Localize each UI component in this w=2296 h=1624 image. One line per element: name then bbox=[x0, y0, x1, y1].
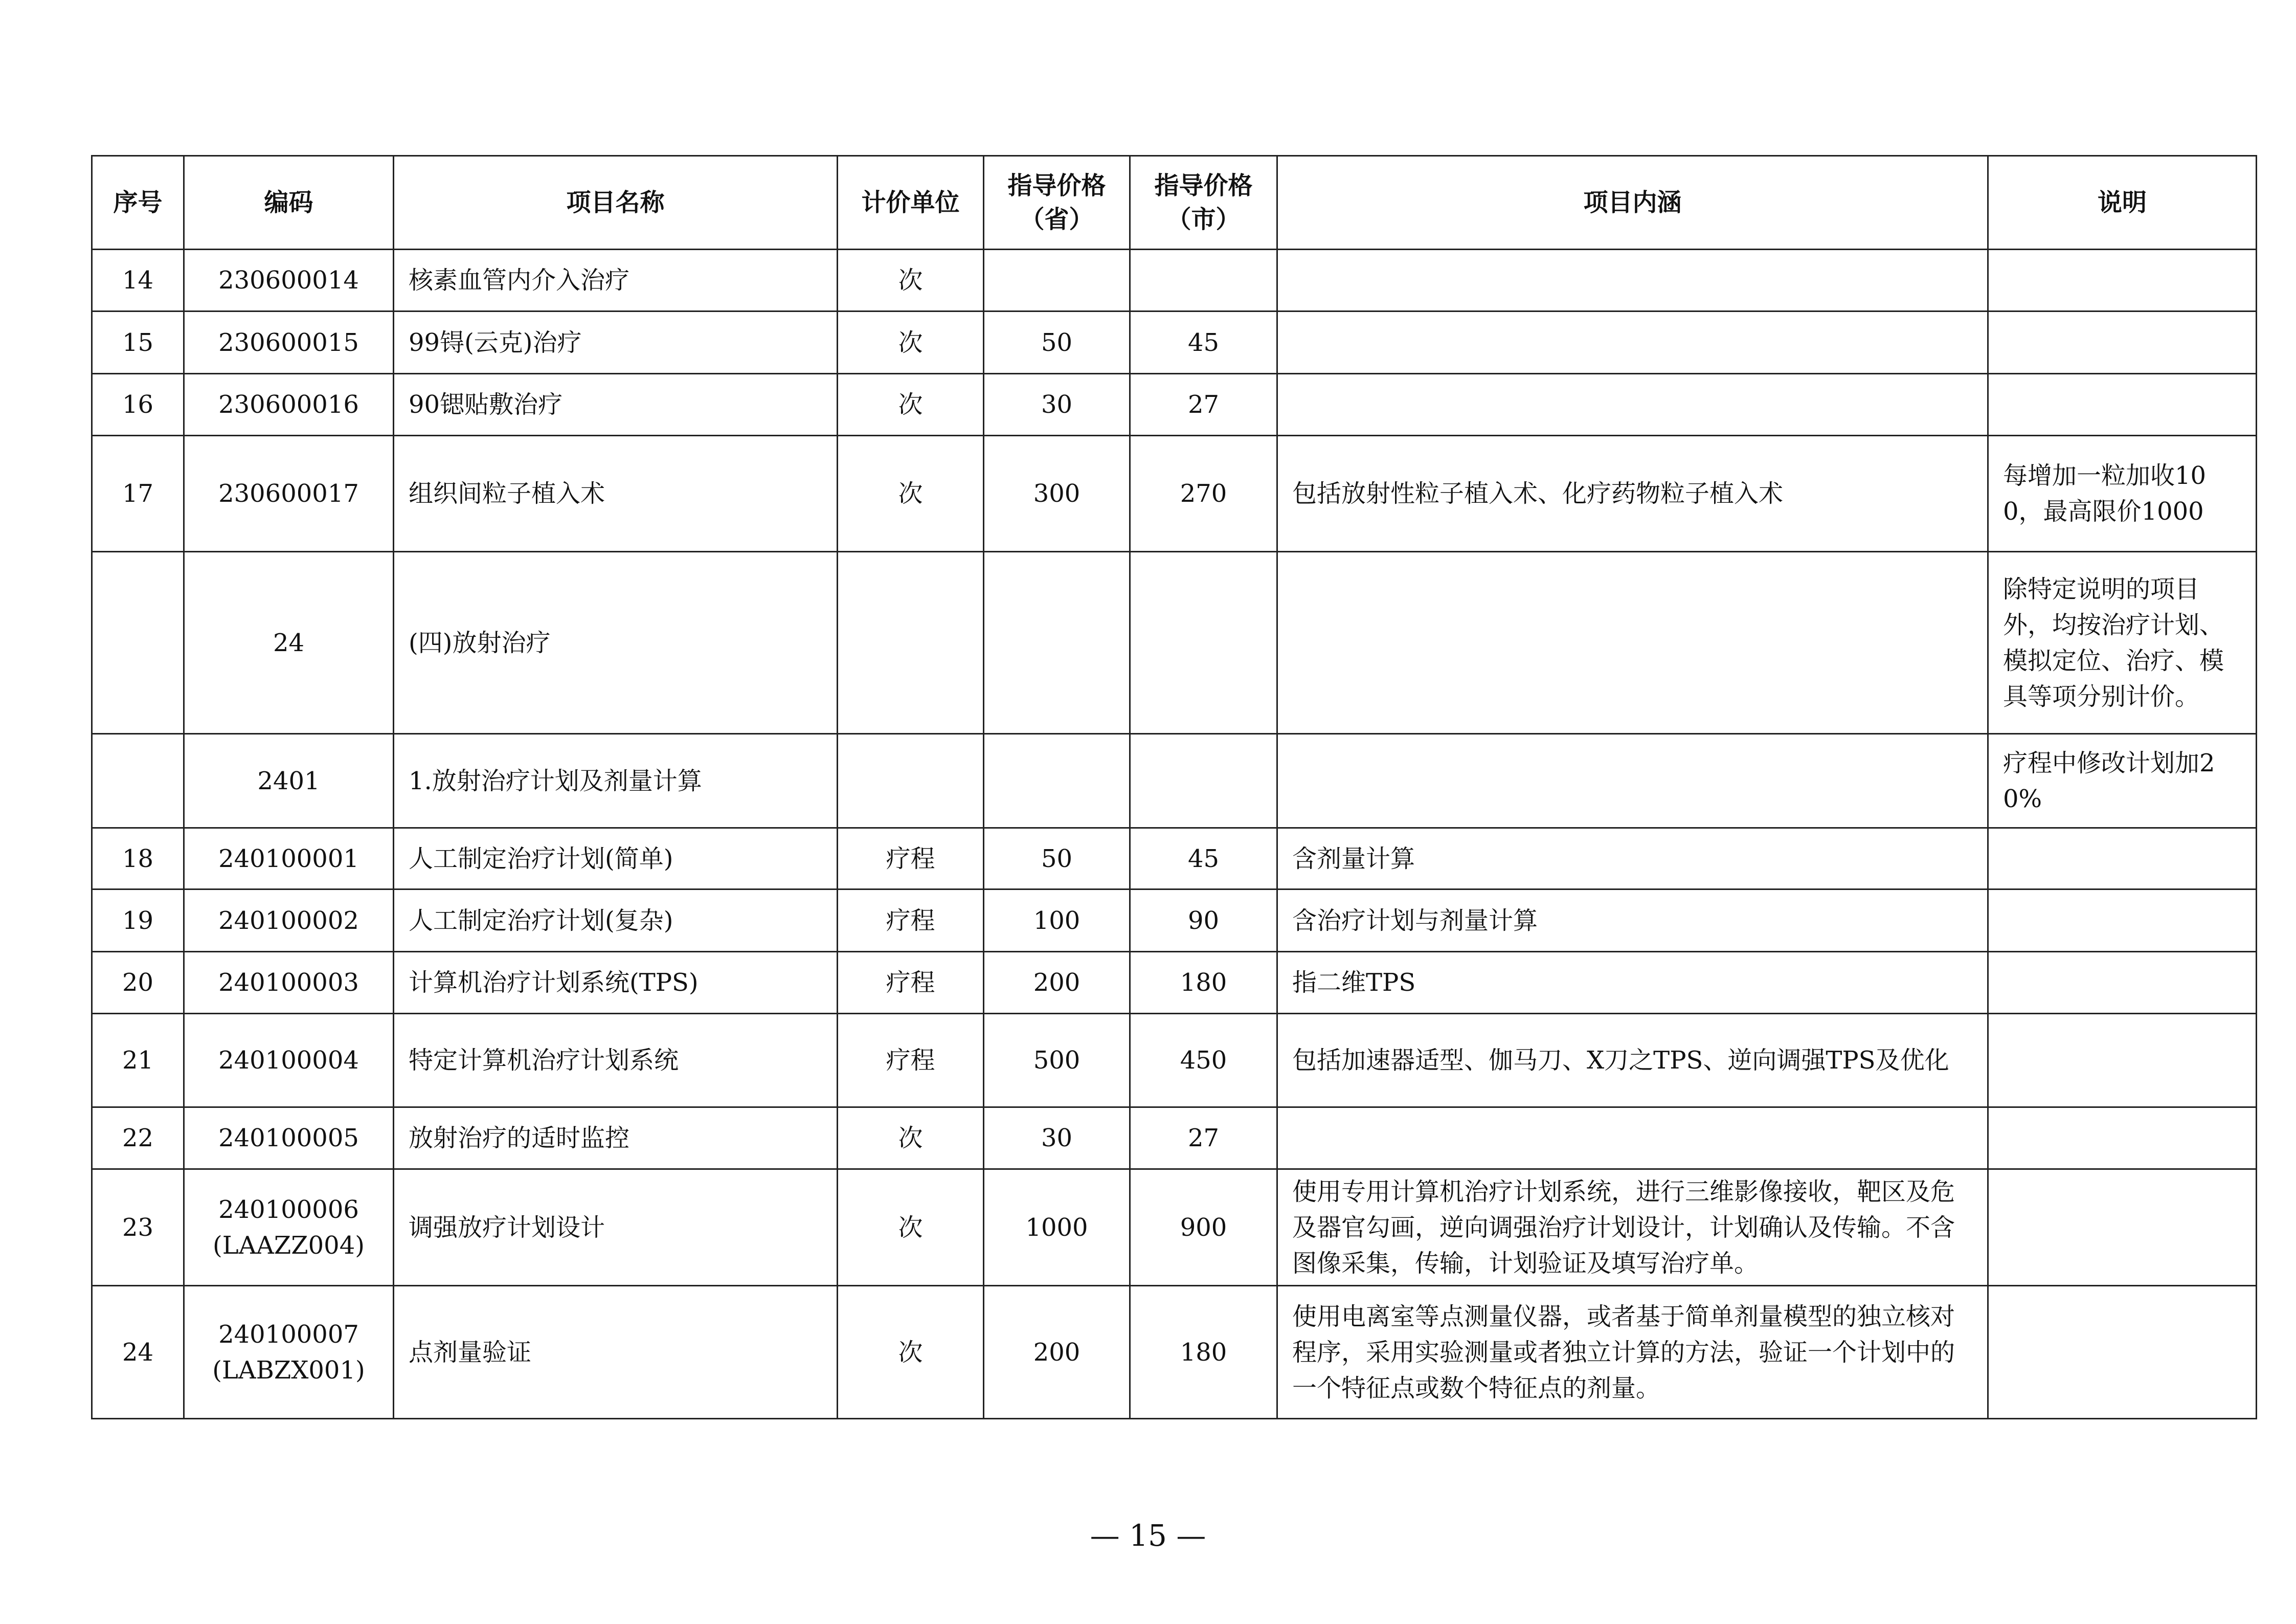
name-value: 特定计算机治疗计划系统 bbox=[409, 1046, 679, 1075]
code-value: 240100007 bbox=[218, 1320, 359, 1349]
header-price-city: 指导价格（市） bbox=[1130, 156, 1277, 250]
header-price-province: 指导价格（省） bbox=[984, 156, 1130, 250]
cell-price-city bbox=[1130, 828, 1277, 889]
cell-note bbox=[1988, 734, 2257, 828]
unit-value: 疗程 bbox=[886, 1046, 935, 1075]
cell-name bbox=[394, 436, 838, 552]
cell-seq bbox=[92, 828, 184, 889]
cell-unit bbox=[838, 312, 984, 374]
content-value: 使用电离室等点测量仪器，或者基于简单剂量模型的独立核对程序，采用实验测量或者独立计算的方法，验证一个计划中的一个特征点或数个特征点的剂量。 bbox=[1292, 1302, 1955, 1403]
table-row bbox=[92, 250, 2257, 312]
note-value: 疗程中修改计划加20% bbox=[2003, 748, 2215, 813]
cell-price-province bbox=[984, 250, 1130, 312]
cell-name bbox=[394, 1286, 838, 1419]
content-value: 含治疗计划与剂量计算 bbox=[1292, 906, 1538, 935]
cell-note bbox=[1988, 1286, 2257, 1419]
price-city-value: 900 bbox=[1180, 1213, 1227, 1242]
table-row bbox=[92, 734, 2257, 828]
cell-content bbox=[1277, 1286, 1988, 1419]
unit-value: 疗程 bbox=[886, 968, 935, 997]
cell-price-province bbox=[984, 552, 1130, 734]
price-province-value: 200 bbox=[1033, 968, 1081, 997]
table-row bbox=[92, 1014, 2257, 1107]
cell-price-city bbox=[1130, 1107, 1277, 1169]
cell-unit bbox=[838, 734, 984, 828]
code-alt-value: (LABZX001) bbox=[212, 1355, 365, 1385]
cell-code bbox=[184, 889, 394, 952]
header-unit: 计价单位 bbox=[838, 156, 984, 250]
cell-code bbox=[184, 374, 394, 436]
cell-price-city bbox=[1130, 436, 1277, 552]
price-city-value: 90 bbox=[1187, 906, 1220, 935]
cell-content bbox=[1277, 436, 1988, 552]
price-province-value: 200 bbox=[1033, 1338, 1081, 1367]
cell-content bbox=[1277, 552, 1988, 734]
cell-price-province bbox=[984, 1107, 1130, 1169]
price-province-value: 1000 bbox=[1025, 1213, 1088, 1242]
cell-code bbox=[184, 1014, 394, 1107]
cell-code bbox=[184, 312, 394, 374]
name-value: 90锶贴敷治疗 bbox=[409, 390, 563, 419]
price-province-value: 50 bbox=[1041, 844, 1073, 873]
cell-unit bbox=[838, 374, 984, 436]
name-value: 99锝(云克)治疗 bbox=[409, 328, 582, 357]
cell-note bbox=[1988, 1107, 2257, 1169]
table-row bbox=[92, 889, 2257, 952]
cell-code bbox=[184, 734, 394, 828]
cell-note bbox=[1988, 952, 2257, 1014]
cell-seq bbox=[92, 1286, 184, 1419]
price-province-value: 30 bbox=[1041, 1124, 1073, 1152]
seq-value: 22 bbox=[122, 1124, 154, 1152]
cell-note bbox=[1988, 250, 2257, 312]
cell-price-city bbox=[1130, 1169, 1277, 1286]
seq-value: 21 bbox=[122, 1046, 154, 1075]
cell-content bbox=[1277, 952, 1988, 1014]
unit-value: 次 bbox=[898, 1338, 923, 1367]
table-row bbox=[92, 436, 2257, 552]
unit-value: 次 bbox=[898, 266, 923, 295]
cell-name bbox=[394, 1169, 838, 1286]
cell-unit bbox=[838, 436, 984, 552]
content-value: 包括加速器适型、伽马刀、X刀之TPS、逆向调强TPS及优化 bbox=[1292, 1046, 1949, 1075]
cell-name bbox=[394, 1107, 838, 1169]
cell-seq bbox=[92, 552, 184, 734]
cell-code bbox=[184, 952, 394, 1014]
name-value: 组织间粒子植入术 bbox=[409, 479, 605, 508]
cell-name bbox=[394, 889, 838, 952]
cell-price-city bbox=[1130, 1286, 1277, 1419]
cell-name bbox=[394, 552, 838, 734]
name-value: 放射治疗的适时监控 bbox=[409, 1124, 630, 1152]
header-name: 项目名称 bbox=[394, 156, 838, 250]
cell-price-province bbox=[984, 1169, 1130, 1286]
seq-value: 15 bbox=[122, 328, 154, 357]
name-value: 计算机治疗计划系统(TPS) bbox=[409, 968, 699, 997]
header-seq: 序号 bbox=[92, 156, 184, 250]
table-row bbox=[92, 952, 2257, 1014]
seq-value: 17 bbox=[122, 479, 154, 508]
table-header-row bbox=[92, 156, 2257, 250]
cell-note bbox=[1988, 828, 2257, 889]
cell-code bbox=[184, 1286, 394, 1419]
cell-name bbox=[394, 312, 838, 374]
price-city-value: 180 bbox=[1180, 1338, 1227, 1367]
name-value: 点剂量验证 bbox=[409, 1338, 532, 1367]
code-value: 240100005 bbox=[218, 1124, 359, 1152]
cell-price-city bbox=[1130, 374, 1277, 436]
cell-price-province bbox=[984, 312, 1130, 374]
price-province-value: 30 bbox=[1041, 390, 1073, 419]
price-province-value: 100 bbox=[1033, 906, 1081, 935]
seq-value: 14 bbox=[122, 266, 154, 295]
cell-content bbox=[1277, 828, 1988, 889]
code-value: 240100004 bbox=[218, 1046, 359, 1075]
price-city-value: 450 bbox=[1180, 1046, 1227, 1075]
cell-content bbox=[1277, 312, 1988, 374]
price-city-value: 27 bbox=[1187, 390, 1220, 419]
seq-value: 20 bbox=[122, 968, 154, 997]
cell-price-city bbox=[1130, 552, 1277, 734]
unit-value: 次 bbox=[898, 390, 923, 419]
code-value: 230600017 bbox=[218, 479, 359, 508]
cell-unit bbox=[838, 1107, 984, 1169]
price-city-value: 270 bbox=[1180, 479, 1227, 508]
cell-seq bbox=[92, 436, 184, 552]
code-value: 240100006 bbox=[218, 1195, 359, 1224]
table-row bbox=[92, 312, 2257, 374]
price-province-value: 300 bbox=[1033, 479, 1081, 508]
cell-price-city bbox=[1130, 250, 1277, 312]
cell-name bbox=[394, 952, 838, 1014]
code-value: 230600014 bbox=[218, 266, 359, 295]
cell-name bbox=[394, 828, 838, 889]
table-row bbox=[92, 1286, 2257, 1419]
content-value: 指二维TPS bbox=[1292, 968, 1416, 997]
price-city-value: 27 bbox=[1187, 1124, 1220, 1152]
code-value: 240100001 bbox=[218, 844, 359, 873]
cell-content bbox=[1277, 374, 1988, 436]
name-value: (四)放射治疗 bbox=[409, 628, 551, 657]
cell-unit bbox=[838, 828, 984, 889]
cell-price-city bbox=[1130, 734, 1277, 828]
table-row bbox=[92, 828, 2257, 889]
cell-price-city bbox=[1130, 889, 1277, 952]
cell-code bbox=[184, 1107, 394, 1169]
cell-seq bbox=[92, 250, 184, 312]
price-table bbox=[91, 155, 2257, 1419]
header-note: 说明 bbox=[1988, 156, 2257, 250]
name-value: 1.放射治疗计划及剂量计算 bbox=[409, 766, 702, 795]
cell-note bbox=[1988, 889, 2257, 952]
cell-name bbox=[394, 734, 838, 828]
cell-seq bbox=[92, 889, 184, 952]
code-value: 230600016 bbox=[218, 390, 359, 419]
cell-unit bbox=[838, 952, 984, 1014]
price-province-value: 50 bbox=[1041, 328, 1073, 357]
cell-price-province bbox=[984, 952, 1130, 1014]
cell-price-province bbox=[984, 1286, 1130, 1419]
cell-code bbox=[184, 552, 394, 734]
table-row bbox=[92, 1107, 2257, 1169]
unit-value: 次 bbox=[898, 479, 923, 508]
name-value: 核素血管内介入治疗 bbox=[409, 266, 630, 295]
cell-seq bbox=[92, 1014, 184, 1107]
name-value: 人工制定治疗计划(复杂) bbox=[409, 906, 673, 935]
code-value: 240100002 bbox=[218, 906, 359, 935]
cell-seq bbox=[92, 1169, 184, 1286]
cell-name bbox=[394, 250, 838, 312]
cell-price-city bbox=[1130, 312, 1277, 374]
code-value: 24 bbox=[273, 628, 305, 657]
seq-value: 24 bbox=[122, 1338, 154, 1367]
table-row bbox=[92, 1169, 2257, 1286]
cell-note bbox=[1988, 436, 2257, 552]
unit-value: 次 bbox=[898, 1213, 923, 1242]
price-city-value: 45 bbox=[1187, 844, 1220, 873]
cell-unit bbox=[838, 1286, 984, 1419]
cell-unit bbox=[838, 552, 984, 734]
seq-value: 16 bbox=[122, 390, 154, 419]
unit-value: 次 bbox=[898, 328, 923, 357]
header-code: 编码 bbox=[184, 156, 394, 250]
cell-price-province bbox=[984, 374, 1130, 436]
cell-name bbox=[394, 1014, 838, 1107]
cell-content bbox=[1277, 1169, 1988, 1286]
cell-code bbox=[184, 436, 394, 552]
cell-price-city bbox=[1130, 1014, 1277, 1107]
cell-price-province bbox=[984, 436, 1130, 552]
cell-content bbox=[1277, 250, 1988, 312]
cell-price-province bbox=[984, 734, 1130, 828]
code-value: 230600015 bbox=[218, 328, 359, 357]
cell-price-city bbox=[1130, 952, 1277, 1014]
cell-code bbox=[184, 250, 394, 312]
cell-price-province bbox=[984, 1014, 1130, 1107]
seq-value: 23 bbox=[122, 1213, 154, 1242]
cell-seq bbox=[92, 374, 184, 436]
page-number: — 15 — bbox=[1090, 1518, 1206, 1553]
content-value: 含剂量计算 bbox=[1292, 844, 1415, 873]
code-alt-value: (LAAZZ004) bbox=[213, 1231, 365, 1260]
cell-seq bbox=[92, 1107, 184, 1169]
cell-code bbox=[184, 1169, 394, 1286]
name-value: 人工制定治疗计划(简单) bbox=[409, 844, 673, 873]
cell-content bbox=[1277, 889, 1988, 952]
note-value: 除特定说明的项目外，均按治疗计划、模拟定位、治疗、模具等项分别计价。 bbox=[2003, 574, 2224, 711]
cell-code bbox=[184, 828, 394, 889]
name-value: 调强放疗计划设计 bbox=[409, 1213, 605, 1242]
cell-price-province bbox=[984, 889, 1130, 952]
seq-value: 18 bbox=[122, 844, 154, 873]
cell-note bbox=[1988, 312, 2257, 374]
cell-unit bbox=[838, 250, 984, 312]
cell-note bbox=[1988, 1014, 2257, 1107]
code-value: 240100003 bbox=[218, 968, 359, 997]
price-city-value: 45 bbox=[1187, 328, 1220, 357]
content-value: 包括放射性粒子植入术、化疗药物粒子植入术 bbox=[1292, 479, 1784, 508]
cell-unit bbox=[838, 1014, 984, 1107]
cell-unit bbox=[838, 889, 984, 952]
cell-name bbox=[394, 374, 838, 436]
seq-value: 19 bbox=[122, 906, 154, 935]
code-value: 2401 bbox=[257, 766, 320, 795]
cell-seq bbox=[92, 312, 184, 374]
cell-seq bbox=[92, 734, 184, 828]
table-row bbox=[92, 374, 2257, 436]
cell-content bbox=[1277, 1014, 1988, 1107]
cell-content bbox=[1277, 734, 1988, 828]
price-city-value: 180 bbox=[1180, 968, 1227, 997]
cell-content bbox=[1277, 1107, 1988, 1169]
content-value: 使用专用计算机治疗计划系统，进行三维影像接收，靶区及危及器官勾画，逆向调强治疗计划设计，计划确认及传输。不含图像采集，传输，计划验证及填写治疗单。 bbox=[1292, 1177, 1955, 1278]
unit-value: 疗程 bbox=[886, 906, 935, 935]
cell-note bbox=[1988, 1169, 2257, 1286]
note-value: 每增加一粒加收100，最高限价1000 bbox=[2003, 461, 2207, 526]
cell-seq bbox=[92, 952, 184, 1014]
unit-value: 疗程 bbox=[886, 844, 935, 873]
cell-note bbox=[1988, 374, 2257, 436]
price-province-value: 500 bbox=[1033, 1046, 1081, 1075]
cell-unit bbox=[838, 1169, 984, 1286]
cell-note bbox=[1988, 552, 2257, 734]
header-content: 项目内涵 bbox=[1277, 156, 1988, 250]
unit-value: 次 bbox=[898, 1124, 923, 1152]
cell-price-province bbox=[984, 828, 1130, 889]
table-row bbox=[92, 552, 2257, 734]
